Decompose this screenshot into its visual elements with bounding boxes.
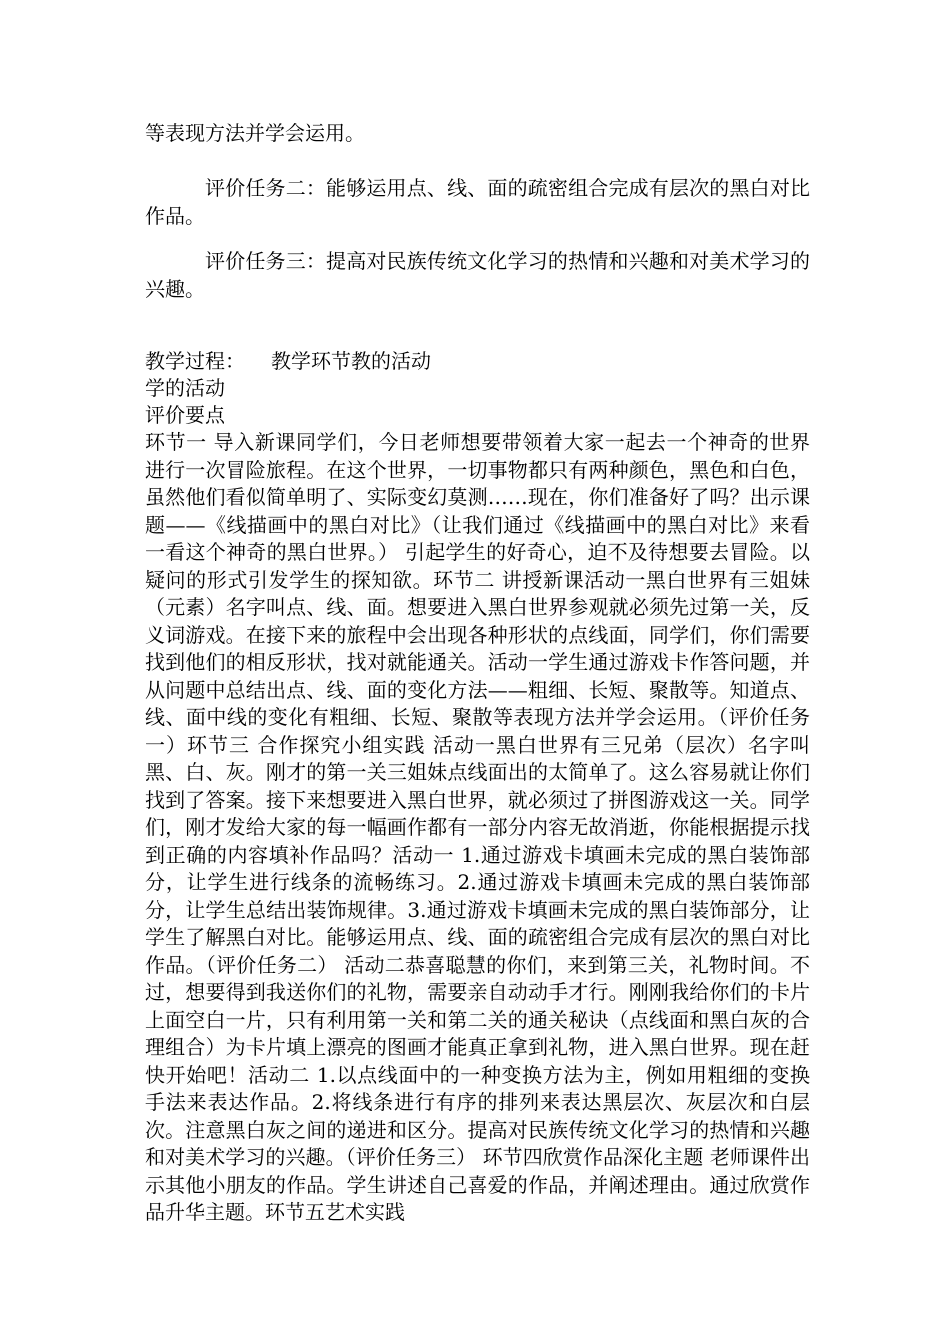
paragraph-evaluation-task-three: 评价任务三：提高对民族传统文化学习的热情和兴趣和对美术学习的兴趣。 (145, 249, 810, 301)
teaching-process-label: 教学过程： (145, 349, 245, 373)
teaching-process-heading (145, 348, 431, 376)
paragraph-evaluation-task-two: 评价任务二：能够运用点、线、面的疏密组合完成有层次的黑白对比作品。 (145, 176, 810, 228)
column-header-teacher-activity: 教学环节教的活动 (271, 349, 431, 373)
paragraph-method-continued: 等表现方法并学会运用。 (145, 121, 365, 145)
teaching-process-body: 环节一 导入新课同学们，今日老师想要带领着大家一起去一个神奇的世界进行一次冒险旅程。在这个世界，一切事物都只有两种颜色，黑色和白色，虽然他们看似简单明了、实际变幻莫测……现在，你们准备好了吗？出示课题——《线描画中的黑白对比》（让我们通过《线描画中的黑白对比》来看一看这个神奇的黑白世界。） 引起学生的好奇心，迫不及待想要去冒险。以疑问的形式引发学生的探知欲。环节二 讲授新课活动一黑白世界有三姐妹（元素）名字叫点、线、面。想要进入黑白世界参观就必须先过第一关，反义词游戏。在接下来的旅程中会出现各种形状的点线面，同学们，你们需要找到他们的相反形状，找对就能通关。活动一学生通过游戏卡作答问题，并从问题中总结出点、线、面的变化方法——粗细、长短、聚散等。知道点、线、面中线的变化有粗细、长短、聚散等表现方法并学会运用。（评价任务一）环节三 合作探究小组实践 活动一黑白世界有三兄弟（层次）名字叫黑、白、灰。刚才的第一关三姐妹点线面出的太简单了。这么容易就让你们找到了答案。接下来想要进入黑白世界，就必须过了拼图游戏这一关。同学们，刚才发给大家的每一幅画作都有一部分内容无故消逝，你能根据提示找到正确的内容填补作品吗？活动一 1.通过游戏卡填画未完成的黑白装饰部分，让学生进行线条的流畅练习。2.通过游戏卡填画未完成的黑白装饰部分，让学生总结出装饰规律。3.通过游戏卡填画未完成的黑白装饰部分，让学生了解黑白对比。能够运用点、线、面的疏密组合完成有层次的黑白对比作品。（评价任务二） 活动二恭喜聪慧的你们，来到第三关，礼物时间。不过，想要得到我送你们的礼物，需要亲自动动手才行。刚刚我给你们的卡片上面空白一片，只有利用第一关和第二关的通关秘诀（点线面和黑白灰的合理组合）为卡片填上漂亮的图画才能真正拿到礼物，进入黑白世界。现在赶快开始吧！活动二 1.以点线面中的一种变换方法为主，例如用粗细的变换手法来表达作品。2.将线条进行有序的排列来表达黑层次、灰层次和白层次。注意黑白灰之间的递进和区分。提高对民族传统文化学习的热情和兴趣和对美术学习的兴趣。（评价任务三） 环节四欣赏作品深化主题 老师课件出示其他小朋友的作品。学生讲述自己喜爱的作品，并阐述理由。通过欣赏作品升华主题。环节五艺术实践 (145, 430, 810, 1224)
column-header-evaluation-points: 评价要点 (145, 403, 225, 427)
column-header-student-activity: 学的活动 (145, 376, 225, 400)
